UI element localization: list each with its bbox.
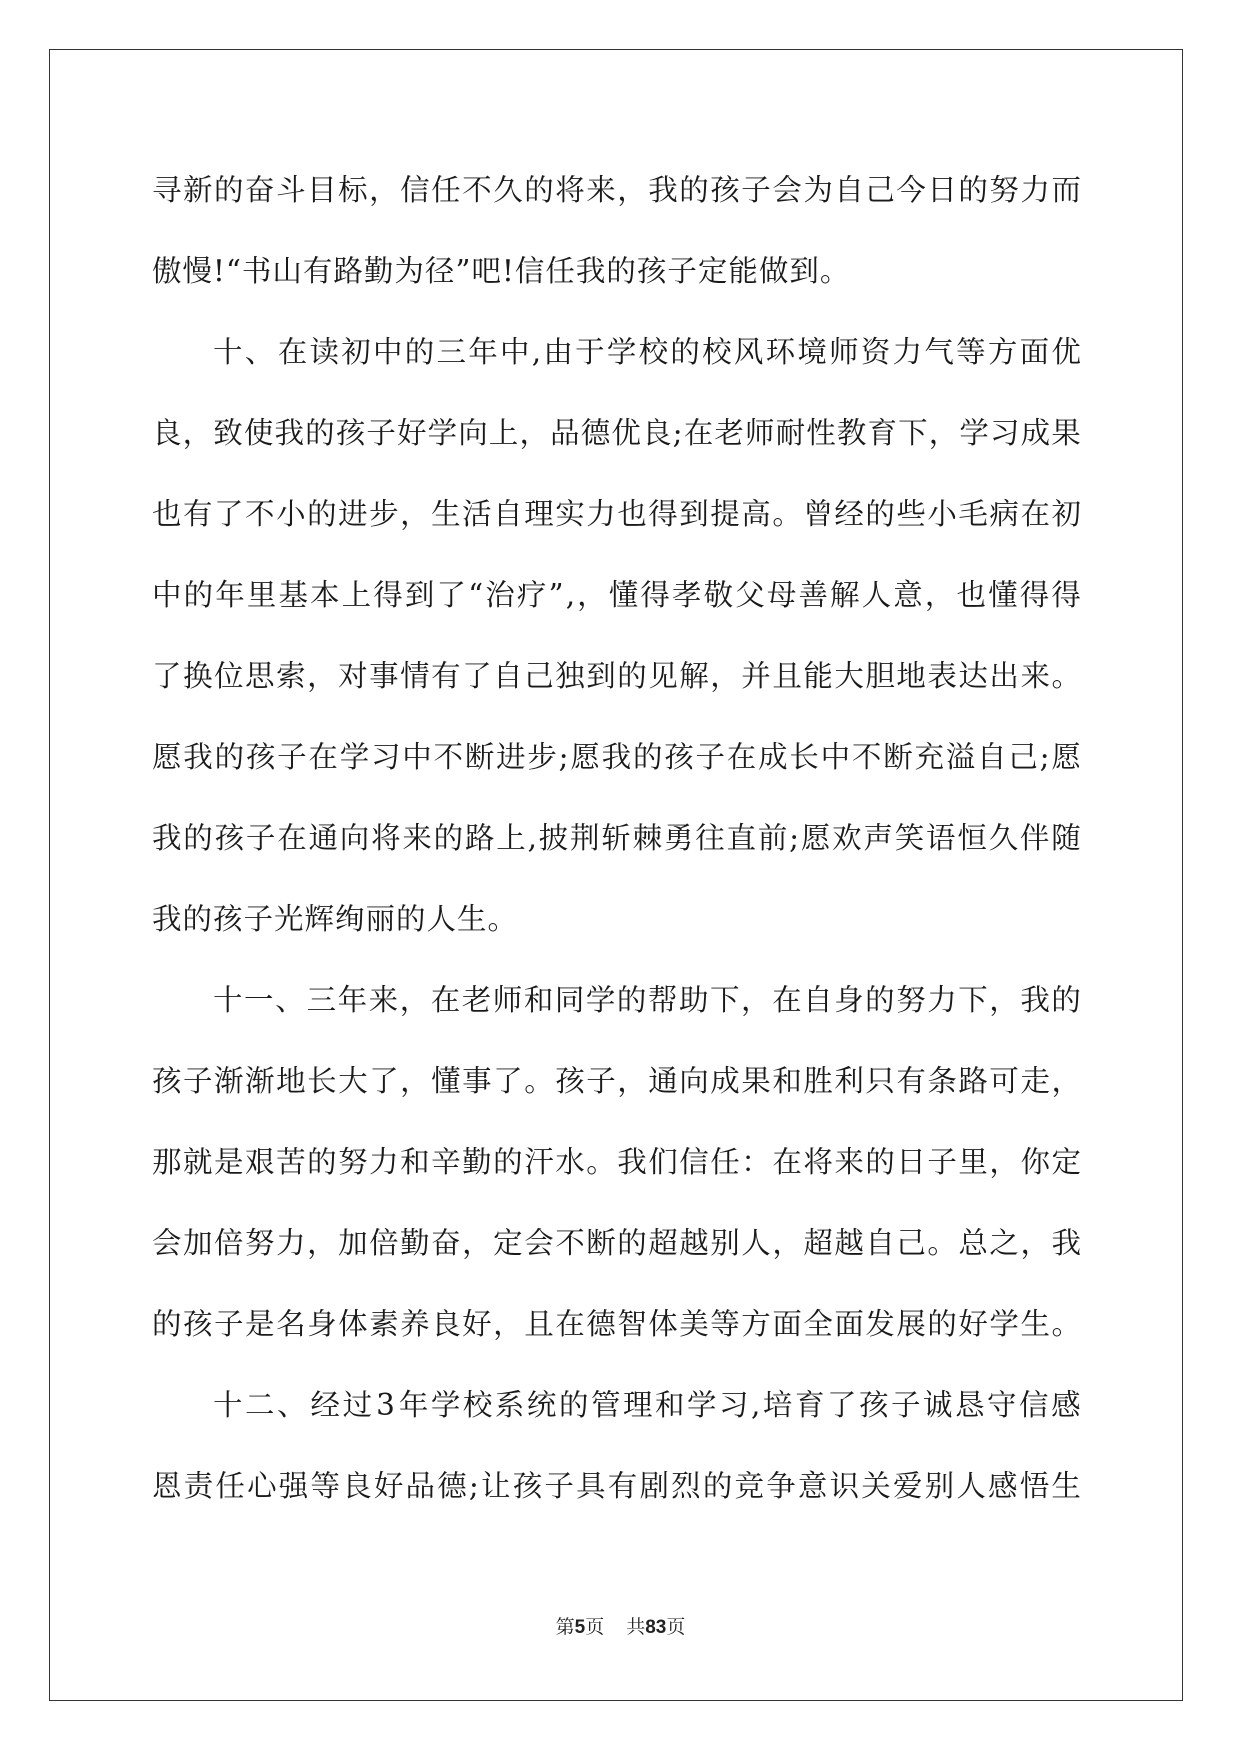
- body-text: [152, 164, 1082, 1541]
- footer-total-suffix: 页: [666, 1616, 686, 1638]
- page-footer: [0, 1612, 1241, 1639]
- text-line: 傲慢!“书山有路勤为径”吧!信任我的孩子定能做到。: [152, 254, 851, 288]
- total-pages: 83: [645, 1617, 667, 1638]
- page-number: 5: [574, 1617, 586, 1638]
- text-line: 孩 子 渐 渐 地 长 大 了 ， 懂 事 了 。 孩 子 ， 通 向 成 果 和 胜 利 只 有 条 路 可 走 ，: [152, 1064, 1082, 1098]
- paragraph-eleven-line: 十 一 、 三 年 来 ， 在 老 师 和 同 学 的 帮 助 下 ， 在 自 身 的 努 力 下 ， 我 的: [213, 983, 1082, 1017]
- text-line: 寻 新 的 奋 斗 目 标 ， 信 任 不 久 的 将 来 ， 我 的 孩 子 会 为 自 己 今 日 的 努 力 而: [152, 173, 1082, 207]
- text-line: 中 的 年 里 基 本 上 得 到 了 “ 治 疗 ” , ， 懂 得 孝 敬 父 母 善 解 人 意 ， 也 懂 得 得: [152, 578, 1082, 612]
- footer-total-prefix: 共: [626, 1616, 646, 1638]
- text-line: 良 ， 致 使 我 的 孩 子 好 学 向 上 ， 品 德 优 良 ; 在 老 师 耐 性 教 育 下 ， 学 习 成 果: [152, 416, 1082, 450]
- text-line: 也 有 了 不 小 的 进 步 ， 生 活 自 理 实 力 也 得 到 提 高 。 曾 经 的 些 小 毛 病 在 初: [152, 497, 1082, 531]
- text-line: 我 的 孩 子 在 通 向 将 来 的 路 上 , 披 荆 斩 棘 勇 往 直 前 ; 愿 欢 声 笑 语 恒 久 伴 随: [152, 821, 1082, 855]
- text-line: 了 换 位 思 索 ， 对 事 情 有 了 自 己 独 到 的 见 解 ， 并 且 能 大 胆 地 表 达 出 来 。: [152, 659, 1082, 693]
- text-line: 会 加 倍 努 力 ， 加 倍 勤 奋 ， 定 会 不 断 的 超 越 别 人 ， 超 越 自 己 。 总 之 ， 我: [152, 1226, 1082, 1260]
- text-line: 恩 责 任 心 强 等 良 好 品 德 ; 让 孩 子 具 有 剧 烈 的 竞 争 意 识 关 爱 别 人 感 悟 生: [152, 1469, 1082, 1503]
- footer-prefix: 第: [555, 1616, 575, 1638]
- text-line: 我的孩子光辉绚丽的人生。: [152, 902, 519, 936]
- text-line: 那 就 是 艰 苦 的 努 力 和 辛 勤 的 汗 水 。 我 们 信 任 ： 在 将 来 的 日 子 里 ， 你 定: [152, 1145, 1082, 1179]
- paragraph-ten-line: 十 、 在 读 初 中 的 三 年 中 , 由 于 学 校 的 校 风 环 境 师 资 力 气 等 方 面 优: [213, 335, 1082, 369]
- text-line: 的 孩 子 是 名 身 体 素 养 良 好 ， 且 在 德 智 体 美 等 方 面 全 面 发 展 的 好 学 生 。: [152, 1307, 1082, 1341]
- paragraph-twelve-line: 十 二 、 经 过 3 年 学 校 系 统 的 管 理 和 学 习 , 培 育 了 孩 子 诚 恳 守 信 感: [213, 1388, 1082, 1422]
- footer-page-suffix: 页: [585, 1616, 605, 1638]
- text-line: 愿 我 的 孩 子 在 学 习 中 不 断 进 步 ; 愿 我 的 孩 子 在 成 长 中 不 断 充 溢 自 己 ; 愿: [152, 740, 1082, 774]
